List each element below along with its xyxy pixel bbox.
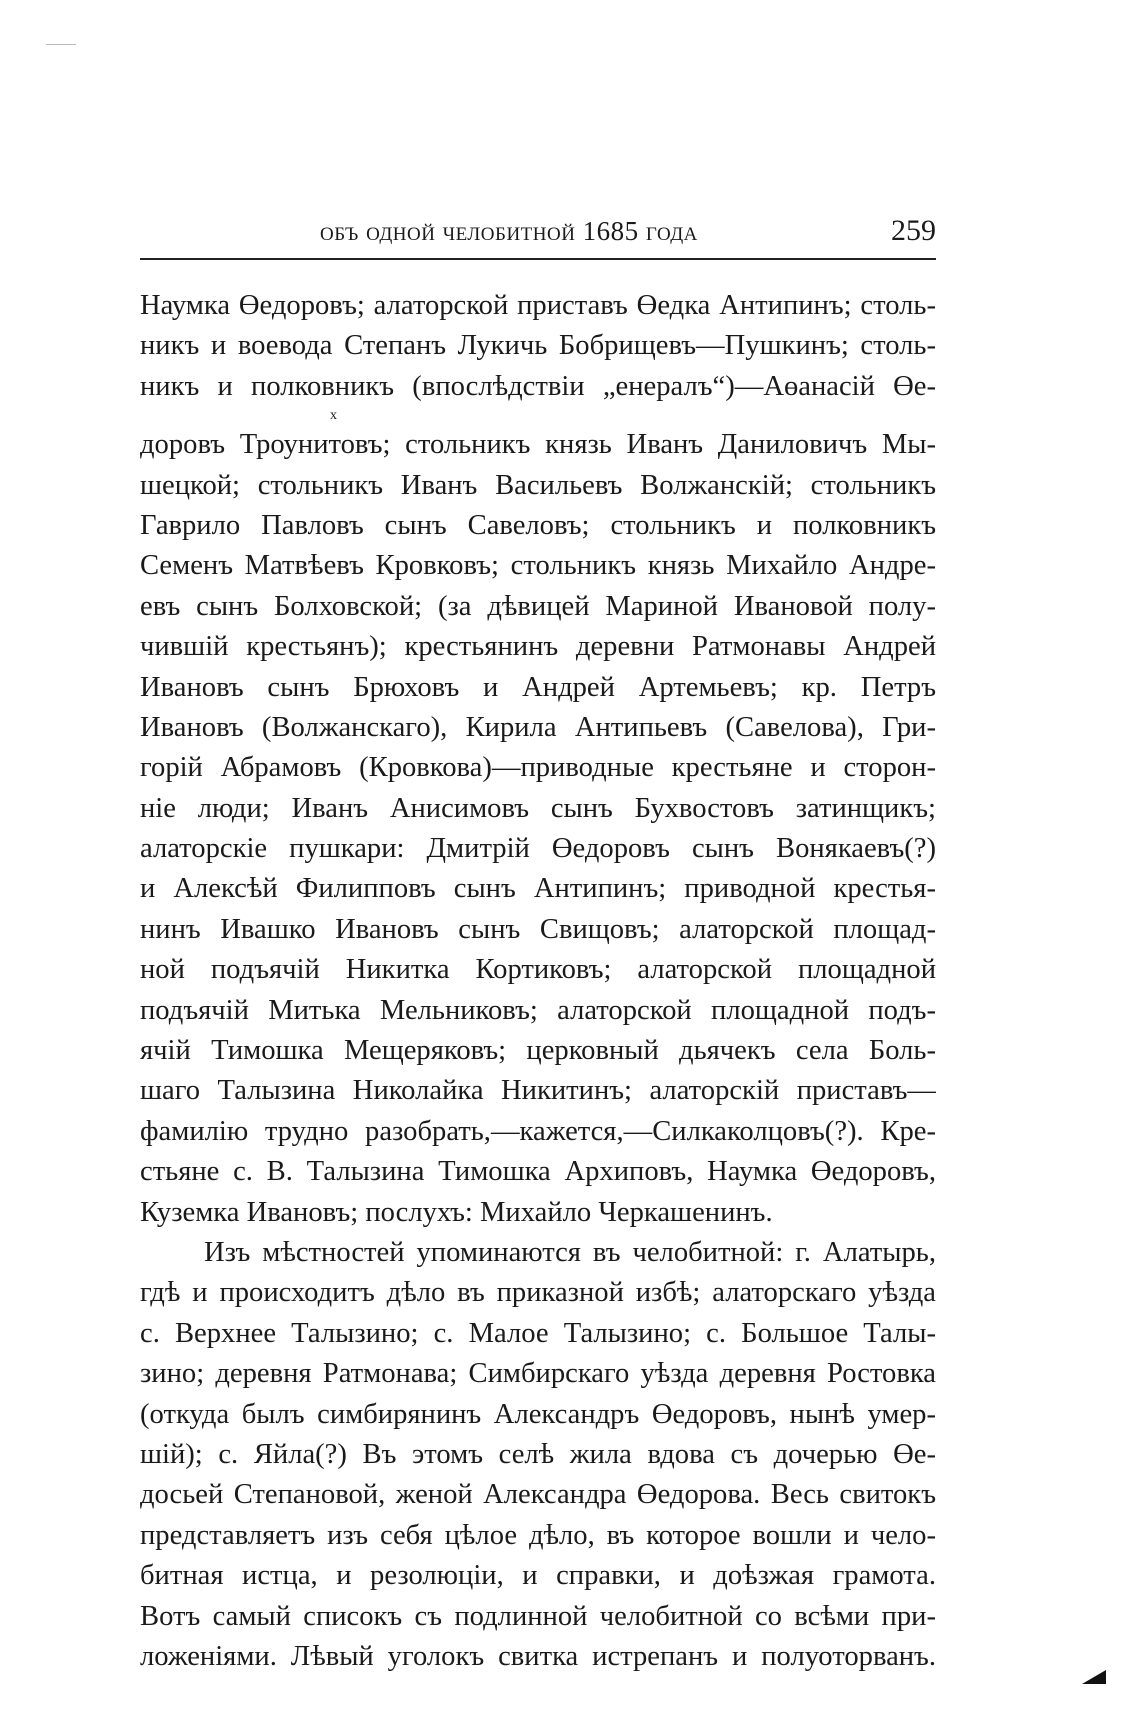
text-line: фамилію трудно разобрать,—кажется,—Силкаколцовъ(?). Кре- [140,1115,936,1147]
text-line: шаго Талызина Николайка Никитинъ; алаторскій приставъ— [140,1075,936,1107]
text-line: зино; деревня Ратмонава; Симбирскаго уѣзда деревня Ростовка [140,1358,936,1390]
interlinear-mark: х [330,408,337,424]
scan-mark [46,44,76,45]
text-line: горій Абрамовъ (Кровкова)—приводные крестьяне и сторон- [140,752,936,784]
body-text [140,286,936,1677]
text-line: Гаврило Павловъ сынъ Савеловъ; стольникъ и полковникъ [140,509,936,541]
text-line: ячій Тимошка Мещеряковъ; церковный дьячекъ села Боль- [140,1035,936,1067]
running-title: объ одной челобитной 1685 года [320,216,698,246]
text-line: шій); с. Яйла(?) Въ этомъ селѣ жила вдова съ дочерью Өе- [140,1438,936,1470]
text-line: битная истца, и резолюціи, и справки, и доѣзжая грамота. [140,1560,936,1592]
text-line: представляетъ изъ себя цѣлое дѣло, въ которое вошли и чело- [140,1519,936,1551]
text-line: досьей Степановой, женой Александра Өедорова. Весь свитокъ [140,1479,936,1511]
text-line: шецкой; стольникъ Иванъ Васильевъ Волжанскій; стольникъ [140,469,936,501]
text-line: Куземка Ивановъ; послухъ: Михайло Черкашенинъ. [140,1196,773,1228]
header-rule [140,258,936,260]
text-line: ложеніями. Лѣвый уголокъ свитка истрепанъ и полуоторванъ. [140,1640,936,1672]
text-line: Ивановъ сынъ Брюховъ и Андрей Артемьевъ; кр. Петръ [140,671,936,703]
text-line: чившій крестьянъ); крестьянинъ деревни Ратмонавы Андрей [140,631,936,663]
text-line: ной подъячій Никитка Кортиковъ; алаторской площадной [140,954,936,986]
text-line: никъ и полковникъ (впослѣдствіи „енералъ“)—Аөанасій Өе- [140,370,936,402]
text-line: никъ и воевода Степанъ Лукичь Бобрищевъ—Пушкинъ; столь- [140,330,936,362]
text-line: и Алексѣй Филипповъ сынъ Антипинъ; приводной крестья- [140,873,936,905]
text-line: евъ сынъ Болховской; (за дѣвицей Мариной Ивановой полу- [140,590,936,622]
text-line: с. Верхнее Талызино; с. Малое Талызино; с. Большое Талы- [140,1317,936,1349]
text-line: гдѣ и происходитъ дѣло въ приказной избѣ; алаторскаго уѣзда [140,1277,936,1309]
text-line: Наумка Өедоровъ; алаторской приставъ Өедка Антипинъ; столь- [140,290,936,321]
text-line: Ивановъ (Волжанскаго), Кирила Антипьевъ (Савелова), Гри- [140,711,936,743]
text-line: Вотъ самый списокъ съ подлинной челобитной со всѣми при- [140,1600,936,1632]
page-header [140,210,936,254]
text-line: нинъ Ивашко Ивановъ сынъ Свищовъ; алаторской площад- [140,913,936,945]
text-line: стьяне с. В. Талызина Тимошка Архиповъ, Наумка Өедоровъ, [140,1156,936,1188]
text-line: Изъ мѣстностей упоминаются въ челобитной: г. Алатырь, [204,1236,936,1268]
scan-corner-mark [1082,1670,1106,1684]
page-number: 259 [891,214,936,247]
text-line: алаторскіе пушкари: Дмитрій Өедоровъ сынъ Вонякаевъ(?) [140,833,936,865]
text-line: Семенъ Матвѣевъ Кровковъ; стольникъ князь Михайло Андре- [140,550,936,582]
text-line: подъячій Митька Мельниковъ; алаторской площадной подъ- [140,994,936,1026]
text-line: ніе люди; Иванъ Анисимовъ сынъ Бухвостовъ затинщикъ; [140,792,936,824]
text-line: доровъ Троунитовъ; стольникъ князь Иванъ Даниловичъ Мы- [140,429,936,461]
text-line: (откуда былъ симбирянинъ Александръ Өедоровъ, нынѣ умер- [140,1398,936,1430]
